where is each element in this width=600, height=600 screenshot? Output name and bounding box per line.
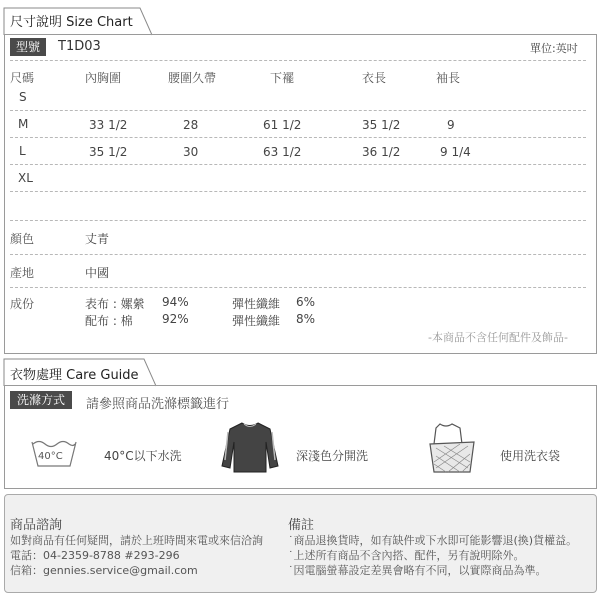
cell-l-length: 36 1/2 (362, 145, 401, 159)
header-hem: 下襬 (270, 71, 295, 85)
cell-l-chest: 35 1/2 (89, 145, 128, 159)
dark-garment-icon (220, 420, 280, 474)
cell-l-hem: 63 1/2 (263, 145, 302, 159)
composition-part: 表布 : 嫘縈 (85, 297, 145, 311)
cell-m-hem: 61 1/2 (263, 118, 302, 132)
cell-l-sleeve: 9 1/4 (440, 145, 471, 159)
care-item-text: 深淺色分開洗 (296, 449, 369, 463)
divider (10, 164, 586, 165)
header-size: 尺碼 (10, 71, 35, 85)
composition-pct: 94% (162, 295, 189, 309)
divider (10, 287, 586, 288)
divider (10, 60, 586, 61)
header-length: 衣長 (362, 71, 387, 85)
wash-temp-text: 40°C (38, 451, 63, 462)
origin-label: 產地 (10, 266, 35, 280)
color-value: 丈青 (85, 232, 110, 246)
composition-pct-2: 8% (296, 312, 316, 326)
divider (10, 110, 586, 111)
divider (10, 191, 586, 192)
contact-line: 如對商品有任何疑問，請於上班時間來電或來信洽詢 (10, 534, 263, 547)
size-chart-title: 尺寸說明 Size Chart (10, 15, 133, 30)
divider (10, 220, 586, 221)
cell-m-sleeve: 9 (447, 118, 455, 132)
note-line: ˙商品退換貨時，如有缺件或下水即可能影響退(換)貨權益。 (288, 534, 578, 547)
composition-pct-2: 6% (296, 295, 316, 309)
wash-method-label: 洗滌方式 (10, 391, 72, 409)
composition-pct: 92% (162, 312, 189, 326)
row-size-m: M (18, 117, 29, 131)
cell-m-waist: 28 (183, 118, 199, 132)
contact-title: 商品諮詢 (10, 518, 63, 533)
care-item-text: 40°C以下水洗 (104, 449, 182, 463)
note-line: ˙因電腦螢幕設定差異會略有不同，以實際商品為準。 (288, 564, 547, 577)
divider (10, 137, 586, 138)
header-waist: 腰圍久帶 (168, 71, 217, 85)
care-guide-title: 衣物處理 Care Guide (10, 368, 139, 383)
cell-m-chest: 33 1/2 (89, 118, 128, 132)
divider (10, 254, 586, 255)
laundry-bag-icon (426, 420, 478, 476)
cell-l-waist: 30 (183, 145, 199, 159)
notes-title: 備註 (288, 518, 315, 533)
model-value: T1D03 (58, 39, 101, 54)
unit-label: 單位:英吋 (530, 42, 578, 55)
wash-method-text: 請參照商品洗滌標籤進行 (86, 397, 230, 412)
note-line: ˙上述所有商品不含內搭、配件，另有說明除外。 (288, 549, 525, 562)
header-sleeve: 袖長 (436, 71, 461, 85)
contact-phone: 電話：04-2359-8788 #293-296 (10, 549, 180, 562)
composition-label: 成份 (10, 297, 35, 311)
model-label: 型號 (10, 38, 46, 56)
origin-value: 中國 (85, 266, 110, 280)
cell-m-length: 35 1/2 (362, 118, 401, 132)
color-label: 顏色 (10, 232, 35, 246)
contact-email: 信箱：gennies.service@gmail.com (10, 564, 198, 577)
row-size-l: L (19, 144, 26, 158)
header-chest: 內胸圍 (85, 71, 122, 85)
composition-part: 配布 : 棉 (85, 314, 133, 328)
composition-part-2: 彈性纖維 (232, 314, 281, 328)
care-item-text: 使用洗衣袋 (500, 449, 561, 463)
composition-part-2: 彈性纖維 (232, 297, 281, 311)
row-size-s: S (19, 90, 27, 104)
row-size-xl: XL (18, 171, 33, 185)
accessory-note: -本商品不含任何配件及飾品- (428, 331, 568, 344)
